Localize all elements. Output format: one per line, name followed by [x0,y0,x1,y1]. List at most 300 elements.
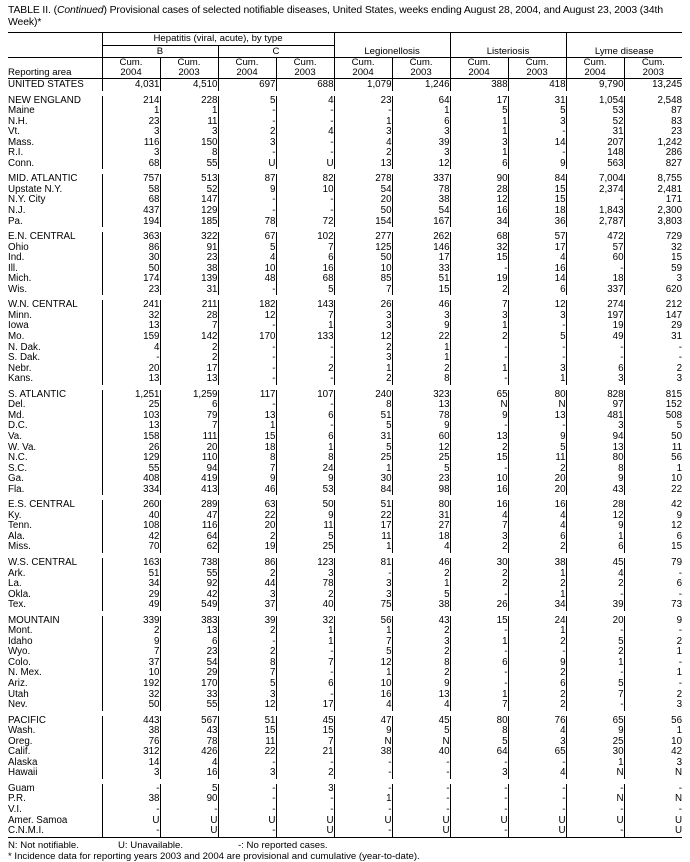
table-row [8,421,682,432]
row-value-cell: 20 [160,443,218,454]
row-value-cell: 228 [160,96,218,107]
row-area-label: Miss. [8,541,31,553]
row-area-label: Mont. [8,625,33,637]
row-value-cell: 334 [102,485,160,496]
row-value-cell: 57 [508,232,566,243]
row-value-cell: 60 [392,432,450,443]
row-value-cell: 170 [218,332,276,343]
row-value-cell: 68 [102,195,160,206]
row-value-cell: 174 [102,274,160,285]
row-value-cell: 65 [566,716,624,727]
table-row [8,453,682,464]
row-value-cell: 142 [160,332,218,343]
row-value-cell: - [334,569,392,580]
row-value-cell: 3 [102,768,160,779]
table-row [8,647,682,658]
row-value-cell: 337 [392,174,450,185]
row-value-cell: 2 [218,626,276,637]
row-value-cell: 3 [508,311,566,322]
row-value-cell: - [276,353,334,364]
row-value-cell: - [276,647,334,658]
row-area-label: N.C. [8,452,28,464]
row-area-label: Wash. [8,725,36,737]
row-value-cell: 1 [218,421,276,432]
row-value-cell: 481 [566,411,624,422]
header-col-lyme-2003: Cum. 2003 [624,58,682,79]
row-value-cell: 116 [160,521,218,532]
row-value-cell: 9 [566,474,624,485]
row-value-cell: 1 [676,462,683,474]
row-value-cell: 312 [102,747,160,758]
row-area-label: N. Dak. [8,341,41,353]
table-row [8,700,682,711]
row-value-cell: 1 [566,758,624,769]
row-value-cell: 408 [102,474,160,485]
row-value-cell: - [276,374,334,385]
row-value-cell: 78 [392,411,450,422]
row-value-cell: 1,843 [566,206,624,217]
row-value-cell: - [218,374,276,385]
header-reporting-area: Reporting area [8,58,102,79]
header-row-columns [8,58,682,79]
row-value-cell: N [566,794,624,805]
row-value-cell: 94 [160,464,218,475]
row-value-cell: U [160,826,218,837]
row-value-cell: 2 [508,700,566,711]
row-value-cell: - [218,148,276,159]
row-value-cell: 45 [566,558,624,569]
row-value-cell: U [334,816,392,827]
row-value-cell: - [566,805,624,816]
row-value-cell: 2 [392,626,450,637]
row-value-cell: 78 [160,737,218,748]
row-value-cell: 7 [450,700,508,711]
row-value-cell: 2 [392,647,450,658]
row-value-cell: 76 [102,737,160,748]
row-value-cell: 32 [102,690,160,701]
table-row [8,232,682,243]
row-value-cell: 49 [566,332,624,343]
row-value-cell: 18 [218,443,276,454]
row-value-cell: 102 [276,232,334,243]
row-value-cell: 197 [566,311,624,322]
row-value-cell: 1 [450,117,508,128]
page-title [8,5,682,29]
row-value-cell: 2,481 [657,183,683,195]
row-value-cell: 10 [671,735,683,747]
row-value-cell: 13 [508,411,566,422]
row-value-cell: 98 [392,485,450,496]
header-blank-legionellosis [334,33,450,46]
table-row [8,511,682,522]
row-value-cell: 2 [218,532,276,543]
row-value-cell: 31 [508,96,566,107]
row-value-cell: 129 [160,206,218,217]
row-value-cell: 1 [276,637,334,648]
table-row [8,679,682,690]
row-value-cell: 16 [450,485,508,496]
row-area-label: Mich. [8,273,32,285]
row-value-cell: 1 [102,106,160,117]
row-value-cell: 5 [450,106,508,117]
row-value-cell: - [566,343,624,354]
row-value-cell: - [102,353,160,364]
table-row [8,117,682,128]
table-row [8,805,682,816]
row-value-cell: 40 [392,747,450,758]
row-value-cell: 5 [218,96,276,107]
row-value-cell: 31 [392,511,450,522]
row-value-cell: 9,790 [566,79,624,91]
row-value-cell: 413 [160,485,218,496]
row-value-cell: 9 [676,614,683,626]
row-value-cell: 278 [334,174,392,185]
row-value-cell: 12 [450,195,508,206]
table-row [8,174,682,185]
row-value-cell: 78 [218,217,276,228]
row-value-cell: U [218,816,276,827]
row-value-cell: - [392,758,450,769]
row-value-cell: 5 [334,647,392,658]
row-value-cell: 3 [450,768,508,779]
row-value-cell: 286 [665,147,683,159]
row-value-cell: 2,374 [566,185,624,196]
row-value-cell: 827 [665,157,683,169]
row-value-cell: 8 [218,658,276,669]
row-value-cell: - [218,364,276,375]
table-row [8,159,682,170]
row-value-cell: 13 [450,432,508,443]
row-value-cell: 437 [102,206,160,217]
row-area-label: Amer. Samoa [8,814,68,826]
row-value-cell: - [566,195,624,206]
row-value-cell: 38 [392,195,450,206]
row-value-cell: 63 [218,500,276,511]
row-value-cell: 36 [508,217,566,228]
row-value-cell: 31 [671,331,683,343]
row-value-cell: 6 [676,530,683,542]
row-value-cell: 28 [566,500,624,511]
header-col-hepb-2003: Cum. 2003 [160,58,218,79]
row-area-label: Kans. [8,373,34,385]
row-value-cell: 2,548 [657,94,683,106]
row-value-cell: 15 [392,285,450,296]
row-value-cell: 55 [160,159,218,170]
row-value-cell: U [624,826,682,837]
row-value-cell: 1 [508,590,566,601]
row-value-cell: U [276,816,334,827]
row-value-cell: 7 [276,243,334,254]
row-value-cell: 42 [671,499,683,511]
row-value-cell: 3,803 [657,215,683,227]
row-value-cell: 5 [676,420,683,432]
row-value-cell: 7 [218,668,276,679]
row-value-cell: 4 [334,138,392,149]
row-value-cell: 3 [218,138,276,149]
row-value-cell: 39 [566,600,624,611]
row-value-cell: 1 [450,127,508,138]
row-value-cell: - [334,768,392,779]
header-col-hepc-2004: Cum. 2004 [218,58,276,79]
row-value-cell: 56 [671,452,683,464]
row-value-cell: 90 [160,794,218,805]
row-value-cell: 51 [102,569,160,580]
row-value-cell: 39 [218,616,276,627]
row-value-cell: 33 [392,264,450,275]
row-value-cell: - [678,625,683,637]
row-value-cell: 443 [102,716,160,727]
row-value-cell: 9 [276,474,334,485]
table-row [8,542,682,553]
row-area-label: Tex. [8,599,26,611]
row-value-cell: 25 [334,453,392,464]
row-value-cell: 146 [392,243,450,254]
row-value-cell: 94 [566,432,624,443]
row-value-cell: 2 [160,343,218,354]
table-row [8,474,682,485]
table-row [8,343,682,354]
row-value-cell: 50 [102,264,160,275]
row-value-cell: 20 [218,521,276,532]
title-continued: Continued [56,5,104,16]
row-value-cell: 23 [160,253,218,264]
row-value-cell: 1 [392,353,450,364]
row-value-cell: 9 [392,321,450,332]
row-value-cell: 3 [334,353,392,364]
row-value-cell: 16 [450,206,508,217]
row-value-cell: 563 [566,159,624,170]
row-value-cell: 67 [218,232,276,243]
row-value-cell: - [218,794,276,805]
row-value-cell: 7 [218,464,276,475]
row-value-cell: - [566,668,624,679]
row-value-cell: 3 [676,699,683,711]
row-value-cell: 207 [566,138,624,149]
row-area-label: Iowa [8,320,29,332]
header-col-legionellosis-2003: Cum. 2003 [392,58,450,79]
row-value-cell: 1 [334,364,392,375]
row-value-cell: 6 [508,679,566,690]
row-value-cell: 84 [508,174,566,185]
table-row [8,432,682,443]
row-value-cell: 16 [508,500,566,511]
row-value-cell: 80 [450,716,508,727]
row-value-cell: 1 [392,106,450,117]
row-value-cell: 25 [102,400,160,411]
row-value-cell: 23 [102,117,160,128]
row-value-cell: 13 [160,626,218,637]
row-value-cell: 2 [276,768,334,779]
row-value-cell: 1 [392,579,450,590]
footnote-asterisk: * Incidence data for reporting years 2003 and 2004 are provisional and cumulative (year-to-date). [8,850,420,862]
row-value-cell: 323 [392,390,450,401]
row-area-label: W.S. CENTRAL [8,556,78,568]
row-value-cell: 4 [508,511,566,522]
row-value-cell: 3 [160,127,218,138]
row-value-cell: - [678,782,683,794]
row-value-cell: 17 [276,700,334,711]
row-value-cell: 5 [450,737,508,748]
row-value-cell: 116 [102,138,160,149]
row-value-cell: 147 [160,195,218,206]
row-value-cell: 25 [392,453,450,464]
row-area-label: Upstate N.Y. [8,183,63,195]
row-value-cell: 20 [334,195,392,206]
row-value-cell: 22 [671,483,683,495]
row-value-cell: 3 [450,532,508,543]
table-row [8,690,682,701]
row-value-cell: - [276,690,334,701]
row-value-cell: 211 [160,300,218,311]
row-value-cell: 28 [160,311,218,322]
header-row-groups [8,45,682,58]
row-value-cell: 6 [450,159,508,170]
row-value-cell: 1,259 [160,390,218,401]
row-value-cell: - [334,805,392,816]
row-value-cell: 42 [160,590,218,601]
row-value-cell: - [450,805,508,816]
row-value-cell: - [678,567,683,579]
row-value-cell: 2 [334,148,392,159]
row-value-cell: 3 [218,768,276,779]
notifiable-diseases-table [8,32,682,837]
row-value-cell: 4 [508,521,566,532]
table-row [8,148,682,159]
row-value-cell: 17 [450,96,508,107]
row-value-cell: 83 [671,115,683,127]
row-value-cell: 23 [392,474,450,485]
row-value-cell: - [276,148,334,159]
row-value-cell: 3 [218,690,276,701]
row-value-cell: 2 [102,626,160,637]
row-value-cell: 13 [334,159,392,170]
row-value-cell: - [450,421,508,432]
row-value-cell: 1 [508,569,566,580]
row-value-cell: 40 [102,511,160,522]
row-value-cell: 32 [102,311,160,322]
row-value-cell: - [450,626,508,637]
row-value-cell: 2 [450,443,508,454]
row-value-cell: 1 [334,626,392,637]
row-value-cell: 50 [671,430,683,442]
row-value-cell: - [160,805,218,816]
row-value-cell: 52 [566,117,624,128]
row-value-cell: 34 [450,217,508,228]
row-value-cell: 2 [392,668,450,679]
row-value-cell: 53 [566,106,624,117]
row-area-label: Alaska [8,756,38,768]
row-area-label: E.S. CENTRAL [8,499,75,511]
row-value-cell: 30 [450,558,508,569]
row-value-cell: 3 [450,311,508,322]
row-value-cell: - [508,127,566,138]
row-value-cell: 4 [276,96,334,107]
row-value-cell: 339 [102,616,160,627]
row-area-label: Maine [8,105,35,117]
row-value-cell: 2 [450,285,508,296]
row-value-cell: 6 [160,400,218,411]
row-value-cell: 2 [218,647,276,658]
row-value-cell: 16 [334,690,392,701]
row-value-cell: 15 [508,195,566,206]
row-value-cell: 8 [218,453,276,464]
row-value-cell: 8 [392,658,450,669]
row-value-cell: 9 [508,432,566,443]
row-value-cell: 68 [102,159,160,170]
table-row [8,206,682,217]
row-value-cell: 13 [218,411,276,422]
table-row [8,400,682,411]
row-area-label: Minn. [8,309,32,321]
row-value-cell: U [508,816,566,827]
row-value-cell: 1 [450,148,508,159]
row-value-cell: - [566,353,624,364]
row-value-cell: 3 [102,127,160,138]
row-area-label: Md. [8,409,25,421]
row-value-cell: 47 [160,511,218,522]
row-value-cell: 60 [566,253,624,264]
row-value-cell: 472 [566,232,624,243]
row-value-cell: 15 [218,432,276,443]
header-group-hepatitis: Hepatitis (viral, acute), by type [102,33,334,46]
row-value-cell: 1 [508,626,566,637]
row-value-cell: 29 [671,320,683,332]
row-value-cell: 274 [566,300,624,311]
row-value-cell: 54 [334,185,392,196]
row-value-cell: 12 [218,311,276,322]
row-area-label: Nebr. [8,362,32,374]
row-area-label: N.Y. City [8,194,46,206]
row-value-cell: 1 [676,667,683,679]
row-value-cell: 194 [102,217,160,228]
row-value-cell: 51 [392,274,450,285]
row-value-cell: 22 [218,747,276,758]
row-value-cell: 9 [276,511,334,522]
row-value-cell: 9 [566,726,624,737]
row-value-cell: - [276,117,334,128]
row-value-cell: 139 [160,274,218,285]
row-area-label: Wyo. [8,646,31,658]
row-value-cell: 2 [508,579,566,590]
row-value-cell: 1 [392,343,450,354]
row-value-cell: - [450,343,508,354]
row-value-cell: 18 [566,274,624,285]
row-value-cell: 80 [392,500,450,511]
row-value-cell: 4 [102,343,160,354]
row-value-cell: 24 [276,464,334,475]
table-row [8,784,682,795]
row-value-cell: 16 [276,264,334,275]
row-area-label: Conn. [8,157,35,169]
row-value-cell: 13 [566,443,624,454]
row-value-cell: 26 [450,600,508,611]
row-value-cell: 3 [676,373,683,385]
row-value-cell: 42 [102,532,160,543]
row-value-cell: 3 [334,127,392,138]
row-area-label: W.N. CENTRAL [8,299,78,311]
header-group-hepatitis-b: B [102,45,218,58]
row-value-cell: 56 [334,616,392,627]
row-area-label: Ark. [8,567,26,579]
row-value-cell: 289 [160,500,218,511]
row-value-cell: 15 [671,252,683,264]
row-value-cell: 91 [160,243,218,254]
row-value-cell: 73 [671,599,683,611]
row-value-cell: N [674,793,683,805]
row-value-cell: 212 [665,299,683,311]
row-value-cell: 80 [566,453,624,464]
row-value-cell: 32 [276,616,334,627]
